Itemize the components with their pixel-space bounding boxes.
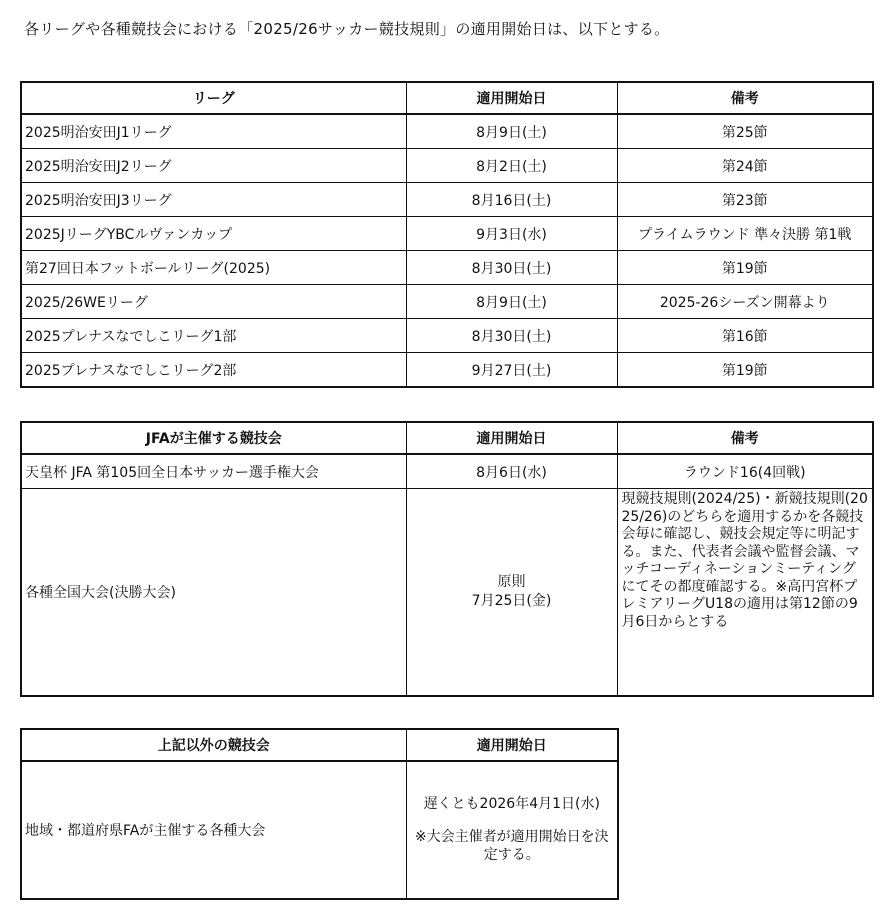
remarks: 第16節 [617,319,873,353]
header-remarks: 備考 [617,82,873,114]
table-row [21,183,873,217]
header-remarks: 備考 [617,422,873,454]
league-table-header [21,82,873,114]
competition-name: 天皇杯 JFA 第105回全日本サッカー選手権大会 [21,454,406,489]
table-row [21,761,618,899]
competition-name: 各種全国大会(決勝大会) [21,489,406,697]
league-name: 2025JリーグYBCルヴァンカップ [21,217,406,251]
table-row [21,319,873,353]
start-date: 8月6日(水) [406,454,617,489]
header-start-date: 適用開始日 [406,729,618,761]
table-row [21,217,873,251]
jfa-table-header [21,422,873,454]
start-date: 8月9日(土) [406,285,617,319]
remarks: 第23節 [617,183,873,217]
start-date [406,761,618,899]
league-name: 2025プレナスなでしこリーグ2部 [21,353,406,388]
spacer [410,814,615,828]
start-date: 8月16日(土) [406,183,617,217]
remarks-note: 現競技規則(2024/25)・新競技規則(2025/26)のどちらを適用するかを各競技会毎に確認し、競技会規定等に明記する。また、代表者会議や監督会議、マッチコーディネーションミーティングにてその都度確認する。※高円宮杯プレミアリーグU18の適用は第12節の9月6日からとする [617,489,873,697]
header-league: リーグ [21,82,406,114]
remarks: 第19節 [617,251,873,285]
table-row [21,454,873,489]
start-date [406,489,617,697]
start-date-qualifier: 原則 [497,574,526,591]
header-start-date: 適用開始日 [406,422,617,454]
league-name: 2025明治安田J1リーグ [21,114,406,149]
league-name: 2025/26WEリーグ [21,285,406,319]
intro-text: 各リーグや各種競技会における「2025/26サッカー競技規則」の適用開始日は、以下とする。 [24,20,670,38]
start-date-note: ※大会主催者が適用開始日を決定する。 [414,828,609,864]
league-table [20,81,874,388]
table-row [21,251,873,285]
remarks: 第19節 [617,353,873,388]
table-row [21,353,873,388]
start-date: 8月30日(土) [406,251,617,285]
remarks: 2025-26シーズン開幕より [617,285,873,319]
start-date: 9月3日(水) [406,217,617,251]
jfa-competition-table [20,421,874,697]
league-name: 2025明治安田J2リーグ [21,149,406,183]
start-date: 9月27日(土) [406,353,617,388]
remarks: 第25節 [617,114,873,149]
start-date: 8月9日(土) [406,114,617,149]
start-date: 8月2日(土) [406,149,617,183]
league-name: 2025プレナスなでしこリーグ1部 [21,319,406,353]
remarks: プライムラウンド 準々決勝 第1戦 [617,217,873,251]
remarks: ラウンド16(4回戦) [617,454,873,489]
header-other-competition: 上記以外の競技会 [21,729,406,761]
other-competition-table [20,728,619,900]
start-date-value: 遅くとも2026年4月1日(水) [423,795,600,812]
table-row [21,149,873,183]
start-date: 8月30日(土) [406,319,617,353]
other-table-header [21,729,618,761]
table-row [21,285,873,319]
table-row [21,489,873,697]
competition-name: 地域・都道府県FAが主催する各種大会 [21,761,406,899]
league-name: 第27回日本フットボールリーグ(2025) [21,251,406,285]
league-name: 2025明治安田J3リーグ [21,183,406,217]
table-row [21,114,873,149]
header-jfa-competition: JFAが主催する競技会 [21,422,406,454]
start-date-value: 7月25日(金) [471,593,552,609]
header-start-date: 適用開始日 [406,82,617,114]
remarks: 第24節 [617,149,873,183]
